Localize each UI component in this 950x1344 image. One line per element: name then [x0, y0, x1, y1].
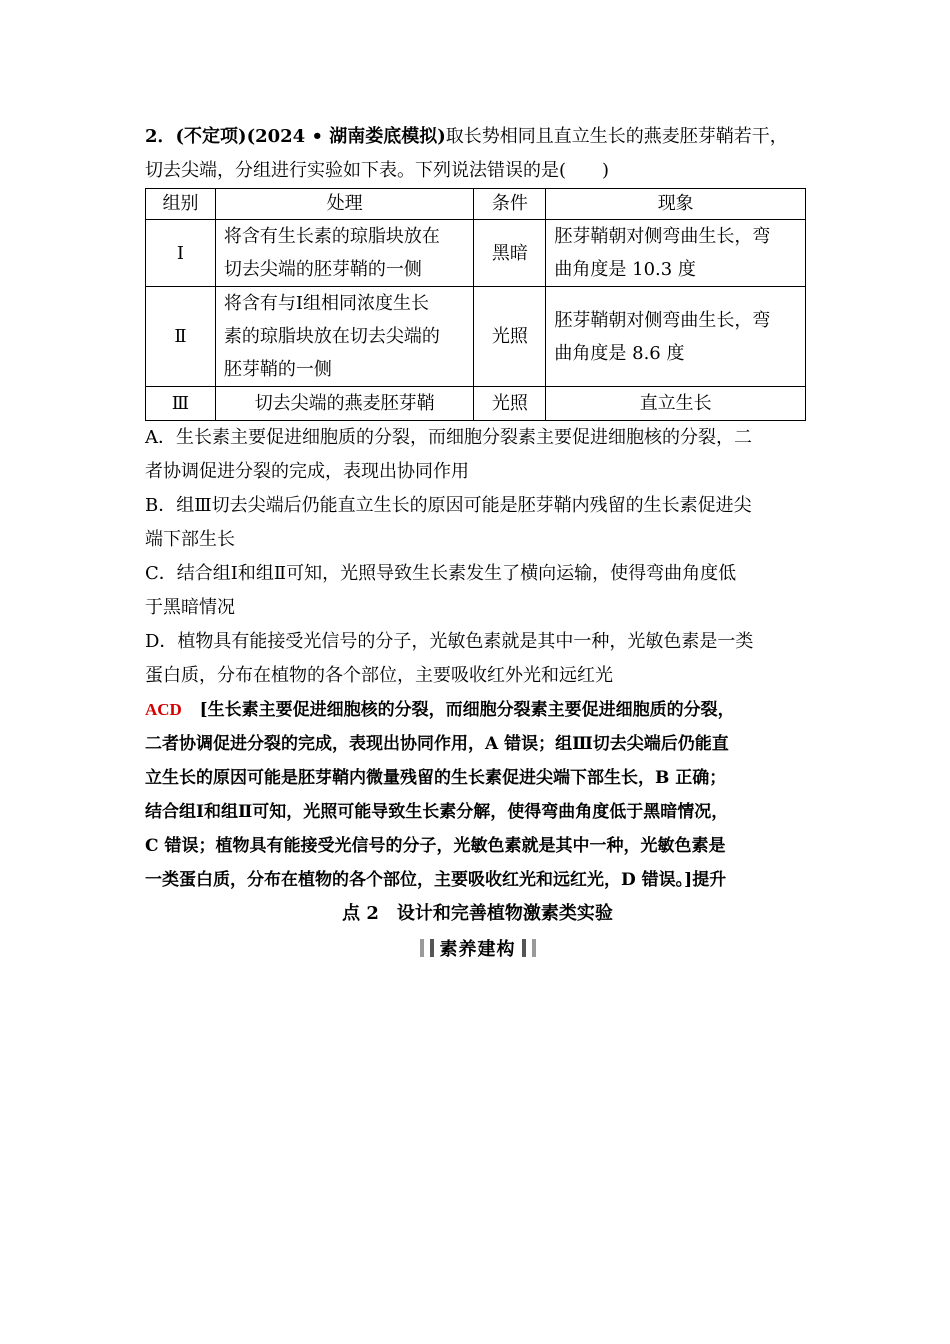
banner-bar-icon [532, 939, 536, 957]
answer-line: [生长素主要促进细胞核的分裂，而细胞分裂素主要促进细胞质的分裂， [199, 700, 735, 720]
phenomenon-cell [546, 287, 806, 387]
phenomenon-cell: 直立生长 [546, 387, 806, 421]
option-line: 者协调促进分裂的完成，表现出协同作用 [145, 461, 469, 482]
option-b [145, 489, 810, 557]
section-banner [413, 935, 543, 961]
header-condition: 条件 [474, 189, 546, 220]
answer-line: 二者协调促进分裂的完成，表现出协同作用，A 错误；组Ⅲ切去尖端后仍能直 [145, 734, 729, 754]
treatment-cell: 切去尖端的燕麦胚芽鞘 [215, 387, 474, 421]
treatment-line: 胚芽鞘的一侧 [223, 359, 332, 380]
answer-explanation [145, 693, 810, 897]
banner-bar-icon [420, 939, 424, 957]
header-treatment: 处理 [215, 189, 474, 220]
section-title: 点 2 设计和完善植物激素类实验 [342, 903, 613, 924]
answer-key: ACD [145, 700, 182, 719]
option-line: B．组Ⅲ切去尖端后仍能直立生长的原因可能是胚芽鞘内残留的生长素促进尖 [145, 495, 752, 516]
banner-bar-icon [430, 939, 434, 957]
treatment-line: 将含有与Ⅰ组相同浓度生长 [223, 293, 430, 314]
treatment-line: 素的琼脂块放在切去尖端的 [223, 326, 440, 347]
answer-line: C 错误；植物具有能接受光信号的分子，光敏色素就是其中一种，光敏色素是 [145, 836, 726, 856]
answer-line: 立生长的原因可能是胚芽鞘内微量残留的生长素促进尖端下部生长，B 正确； [145, 768, 727, 788]
phenomenon-line: 曲角度是 8.6 度 [554, 342, 685, 364]
condition-cell: 光照 [474, 287, 546, 387]
header-phenomenon: 现象 [546, 189, 806, 220]
treatment-line: 切去尖端的胚芽鞘的一侧 [223, 259, 422, 280]
question-number: 2． [145, 126, 176, 147]
table-row [146, 220, 806, 287]
option-line: C．结合组Ⅰ和组Ⅱ可知，光照导致生长素发生了横向运输，使得弯曲角度低 [145, 563, 737, 584]
document-page [145, 120, 810, 961]
option-line: 端下部生长 [145, 529, 235, 550]
header-group: 组别 [146, 189, 216, 220]
banner-bar-icon [522, 939, 526, 957]
option-line: 蛋白质，分布在植物的各个部位，主要吸收红外光和远红光 [145, 665, 613, 686]
question-tag: (不定项)(2024 • 湖南娄底模拟) [175, 126, 446, 147]
option-a [145, 421, 810, 489]
phenomenon-line: 胚芽鞘朝对侧弯曲生长，弯 [554, 226, 771, 247]
option-line: D．植物具有能接受光信号的分子，光敏色素就是其中一种，光敏色素是一类 [145, 631, 754, 652]
question-stem [145, 120, 810, 188]
table-row [146, 387, 806, 421]
group-cell: Ⅰ [146, 220, 216, 287]
table-row [146, 287, 806, 387]
treatment-cell [215, 220, 474, 287]
group-cell: Ⅲ [146, 387, 216, 421]
group-cell: Ⅱ [146, 287, 216, 387]
treatment-cell [215, 287, 474, 387]
option-line: A．生长素主要促进细胞质的分裂，而细胞分裂素主要促进细胞核的分裂，二 [145, 427, 752, 448]
treatment-line: 将含有生长素的琼脂块放在 [223, 226, 440, 247]
phenomenon-line: 胚芽鞘朝对侧弯曲生长，弯 [554, 309, 771, 331]
condition-cell: 黑暗 [474, 220, 546, 287]
option-d [145, 625, 810, 693]
table-header-row [146, 189, 806, 220]
phenomenon-line: 曲角度是 10.3 度 [554, 259, 696, 280]
banner-label: 素养建构 [439, 939, 516, 960]
experiment-table [145, 188, 806, 421]
option-c [145, 557, 810, 625]
answer-line: 一类蛋白质，分布在植物的各个部位，主要吸收红光和远红光，D 错误。]提升 [145, 870, 727, 890]
condition-cell: 光照 [474, 387, 546, 421]
answer-line: 结合组Ⅰ和组Ⅱ可知，光照可能导致生长素分解，使得弯曲角度低于黑暗情况， [145, 802, 729, 822]
phenomenon-cell [546, 220, 806, 287]
question-stem-part2: 切去尖端，分组进行实验如下表。下列说法错误的是( ) [145, 160, 610, 181]
option-line: 于黑暗情况 [145, 597, 235, 618]
question-stem-part1: 取长势相同且直立生长的燕麦胚芽鞘若干， [445, 126, 788, 147]
